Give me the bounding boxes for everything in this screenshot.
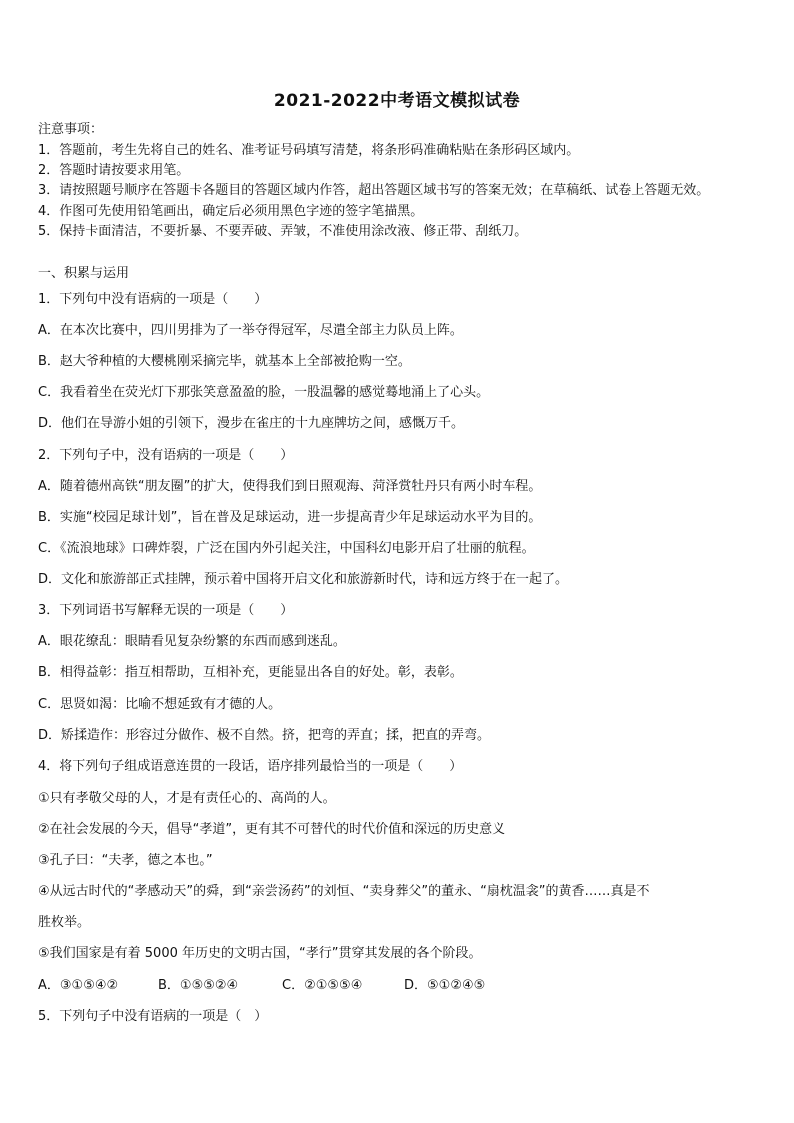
notice-item: 1．答题前，考生先将自己的姓名、准考证号码填写清楚，将条形码准确粘贴在条形码区域内。 <box>38 143 580 158</box>
page-title: 2021-2022中考语文模拟试卷 <box>273 91 521 111</box>
question-stem: 1．下列句中没有语病的一项是（ ） <box>38 292 268 307</box>
option-c: C．②①⑤⑤④ <box>282 978 363 993</box>
notice-item: 5．保持卡面清洁，不要折暴、不要弄破、弄皱，不准使用涂改液、修正带、刮纸刀。 <box>38 224 528 239</box>
option-a: A．随着德州高铁“朋友圈”的扩大，使得我们到日照观海、菏泽赏牡丹只有两小时车程。 <box>38 479 542 494</box>
options-row <box>38 977 768 995</box>
option-b: B．相得益彰：指互相帮助，互相补充，更能显出各自的好处。彰，表彰。 <box>38 665 463 680</box>
sentence-3: ③孔子曰：“夫孝，德之本也。” <box>38 853 213 868</box>
option-b: B．实施“校园足球计划”，旨在普及足球运动，进一步提高青少年足球运动水平为目的。 <box>38 510 542 525</box>
option-b: B．①⑤⑤②④ <box>158 978 239 993</box>
notice-item: 3．请按照题号顺序在答题卡各题目的答题区域内作答，超出答题区域书写的答案无效；在草稿纸、试卷上答题无效。 <box>38 183 710 198</box>
sentence-4-cont: 胜枚举。 <box>38 915 91 930</box>
option-b: B．赵大爷种植的大樱桃刚采摘完毕，就基本上全部被抢购一空。 <box>38 354 411 369</box>
question-stem: 2．下列句子中，没有语病的一项是（ ） <box>38 448 294 463</box>
sentence-2: ②在社会发展的今天，倡导“孝道”，更有其不可替代的时代价值和深远的历史意义 <box>38 822 506 837</box>
option-d: D．文化和旅游部正式挂牌，预示着中国将开启文化和旅游新时代，诗和远方终于在一起了。 <box>38 572 569 587</box>
sentence-4: ④从远古时代的“孝感动天”的舜，到“亲尝汤药”的刘恒、“卖身葬父”的董永、“扇枕温衾”的黄香……真是不 <box>38 884 650 899</box>
question-stem: 5．下列句子中没有语病的一项是（ ） <box>38 1009 268 1024</box>
option-d: D．他们在导游小姐的引领下，漫步在雀庄的十九座牌坊之间，感慨万千。 <box>38 416 465 431</box>
question-stem: 4．将下列句子组成语意连贯的一段话，语序排列最恰当的一项是（ ） <box>38 759 463 774</box>
option-d: D．⑤①②④⑤ <box>404 978 486 993</box>
option-a: A．眼花缭乱：眼睛看见复杂纷繁的东西而感到迷乱。 <box>38 634 346 649</box>
notice-item: 4．作图可先使用铅笔画出，确定后必须用黑色字迹的签字笔描黑。 <box>38 204 424 219</box>
notice-heading: 注意事项： <box>38 122 104 137</box>
sentence-1: ①只有孝敬父母的人，才是有责任心的、高尚的人。 <box>38 791 336 806</box>
option-c: C．我看着坐在荧光灯下那张笑意盈盈的脸，一股温馨的感觉蓦地涌上了心头。 <box>38 385 490 400</box>
option-a: A．在本次比赛中，四川男排为了一举夺得冠军，尽遣全部主力队员上阵。 <box>38 323 463 338</box>
option-a: A．③①⑤④② <box>38 978 119 993</box>
section-heading: 一、积累与运用 <box>38 266 130 281</box>
option-d: D．矫揉造作：形容过分做作、极不自然。挤，把弯的弄直；揉，把直的弄弯。 <box>38 728 491 743</box>
option-c: C．《流浪地球》口碑炸裂，广泛在国内外引起关注，中国科幻电影开启了壮丽的航程。 <box>38 541 535 556</box>
option-c: C．思贤如渴：比喻不想延致有才德的人。 <box>38 697 282 712</box>
question-stem: 3．下列词语书写解释无误的一项是（ ） <box>38 603 294 618</box>
sentence-5: ⑤我们国家是有着 5000 年历史的文明古国，“孝行”贯穿其发展的各个阶段。 <box>38 946 482 961</box>
notice-item: 2．答题时请按要求用笔。 <box>38 163 190 178</box>
